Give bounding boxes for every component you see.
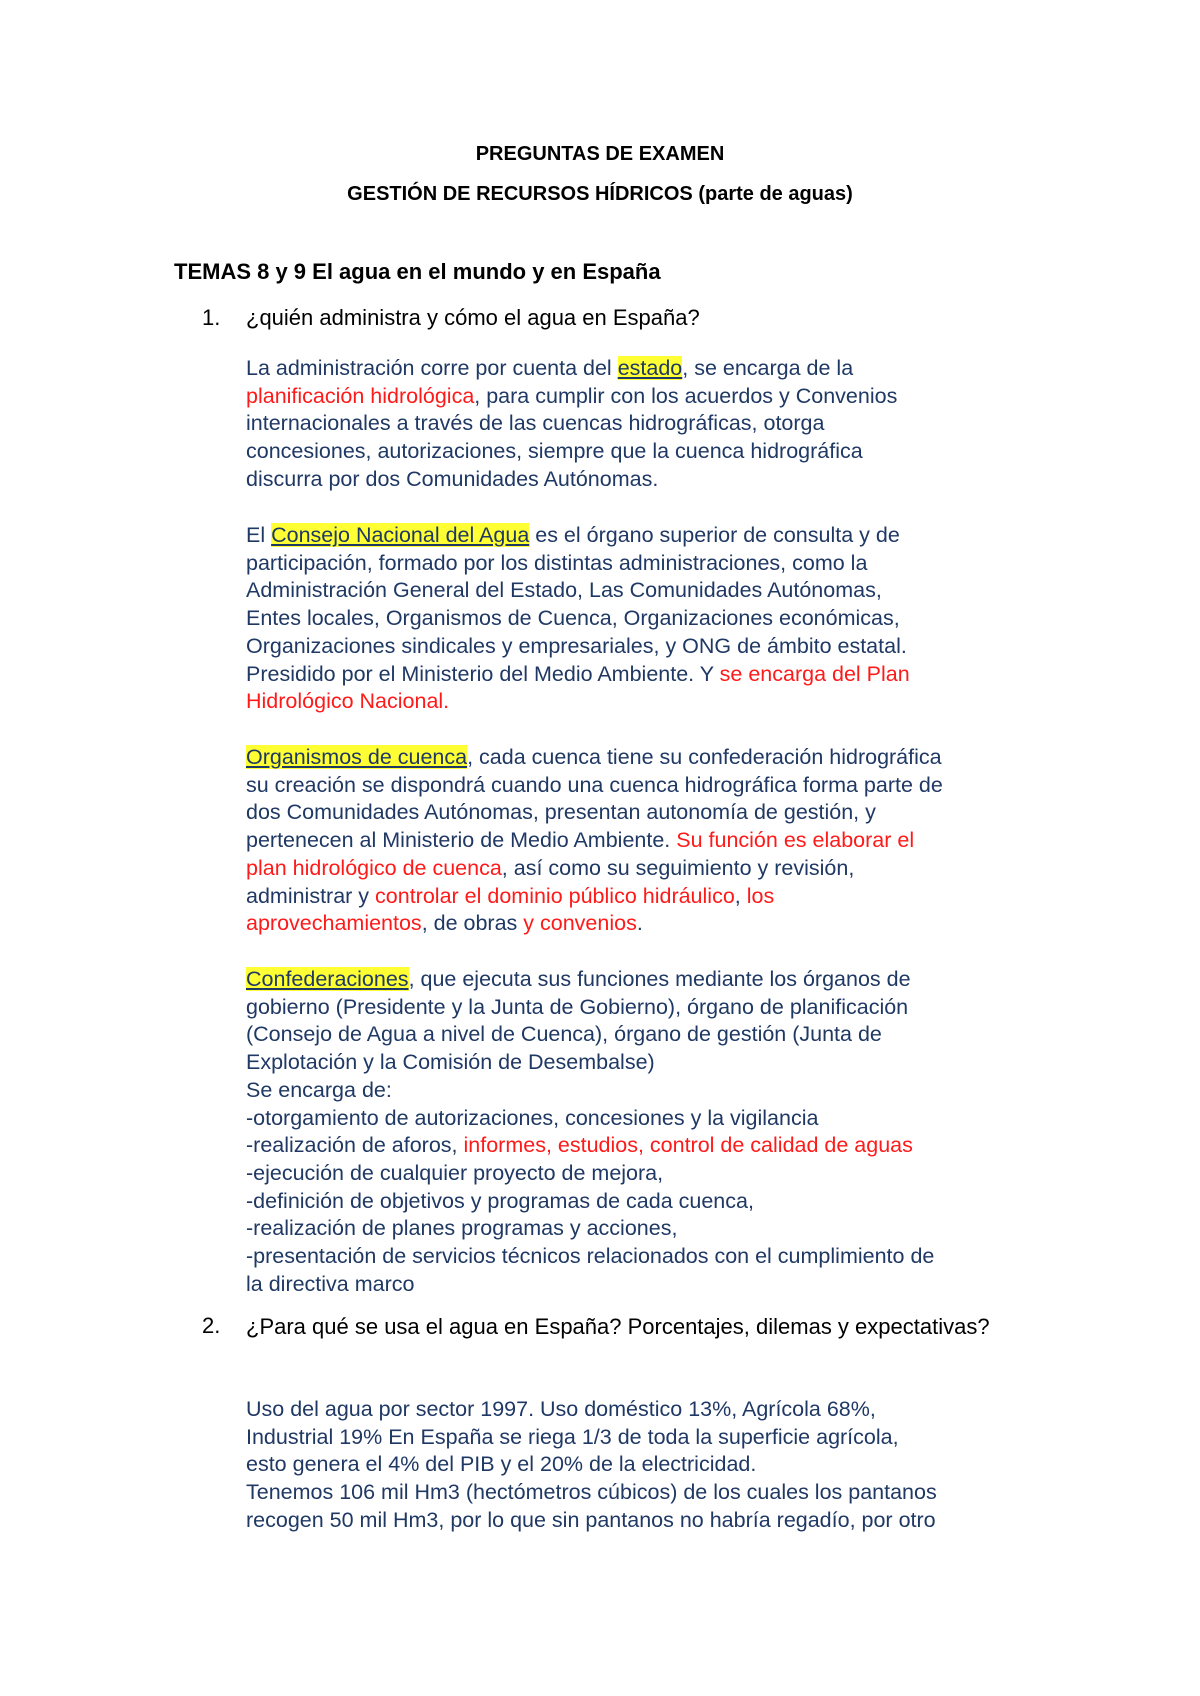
text-run: , que ejecuta sus funciones mediante los órganos de bbox=[408, 967, 911, 991]
answer-1-paragraph-3 bbox=[246, 744, 1076, 938]
text-run: pertenecen al Ministerio de Medio Ambiente. bbox=[246, 828, 677, 853]
text-line: la directiva marco bbox=[246, 1271, 415, 1296]
text-line: concesiones, autorizaciones, siempre que la cuenca hidrográfica bbox=[246, 439, 863, 464]
text-line: gobierno (Presidente y la Junta de Gobierno), órgano de planificación bbox=[246, 994, 909, 1019]
text-line: -realización de planes programas y acciones, bbox=[246, 1216, 678, 1241]
emphasis-text: plan hidrológico de cuenca bbox=[246, 855, 502, 880]
emphasis-text: Su función es elaborar el bbox=[676, 828, 915, 853]
emphasis-text: Hidrológico Nacional. bbox=[246, 689, 450, 714]
text-line: recogen 50 mil Hm3, por lo que sin pantanos no habría regadío, por otro bbox=[246, 1507, 936, 1532]
answer-1-paragraph-4 bbox=[246, 966, 1076, 1298]
text-line: Tenemos 106 mil Hm3 (hectómetros cúbicos) de los cuales los pantanos bbox=[246, 1480, 937, 1505]
text-run: Presidido por el Ministerio del Medio Ambiente. Y bbox=[246, 661, 720, 686]
text-run: , se encarga de la bbox=[682, 356, 854, 380]
text-line: su creación se dispondrá cuando una cuenca hidrográfica forma parte de bbox=[246, 772, 943, 797]
text-line: -otorgamiento de autorizaciones, concesiones y la vigilancia bbox=[246, 1105, 819, 1130]
text-line: Se encarga de: bbox=[246, 1077, 392, 1102]
text-run: . bbox=[636, 911, 643, 936]
answer-1-paragraph-2 bbox=[246, 522, 1076, 716]
text-line: Organizaciones sindicales y empresariales, y ONG de ámbito estatal. bbox=[246, 633, 907, 658]
text-run: , de obras bbox=[421, 911, 524, 936]
emphasis-text: y convenios bbox=[523, 911, 637, 936]
emphasis-text: informes, estudios, control de calidad de aguas bbox=[463, 1133, 913, 1158]
text-line: Uso del agua por sector 1997. Uso doméstico 13%, Agrícola 68%, bbox=[246, 1397, 876, 1421]
text-line: Industrial 19% En España se riega 1/3 de toda la superficie agrícola, bbox=[246, 1424, 899, 1449]
text-line: participación, formado por los distintas administraciones, como la bbox=[246, 550, 868, 575]
text-run: El bbox=[246, 523, 272, 547]
emphasis-text: controlar el dominio público hidráulico bbox=[375, 883, 735, 908]
answer-2-paragraph bbox=[246, 1396, 1076, 1535]
text-line: Entes locales, Organismos de Cuenca, Organizaciones económicas, bbox=[246, 606, 900, 631]
text-run: La administración corre por cuenta del bbox=[246, 356, 618, 380]
text-run: administrar y bbox=[246, 883, 376, 908]
highlighted-term: estado bbox=[617, 356, 683, 380]
text-line: Administración General del Estado, Las Comunidades Autónomas, bbox=[246, 578, 882, 603]
emphasis-text: aprovechamientos bbox=[246, 911, 422, 936]
text-line: internacionales a través de las cuencas hidrográficas, otorga bbox=[246, 411, 825, 436]
text-line: -presentación de servicios técnicos relacionados con el cumplimiento de bbox=[246, 1244, 935, 1269]
text-run: , cada cuenca tiene su confederación hidrográfica bbox=[467, 745, 942, 769]
document-title: PREGUNTAS DE EXAMEN bbox=[475, 143, 725, 165]
text-line: Explotación y la Comisión de Desembalse) bbox=[246, 1050, 655, 1075]
answer-1-paragraph-1 bbox=[246, 355, 1076, 494]
document-subtitle: GESTIÓN DE RECURSOS HÍDRICOS (parte de aguas) bbox=[347, 183, 853, 205]
section-heading: TEMAS 8 y 9 El agua en el mundo y en España bbox=[174, 259, 661, 284]
emphasis-text: planificación hidrológica bbox=[246, 383, 475, 408]
emphasis-text: se encarga del Plan bbox=[719, 661, 910, 686]
text-line: esto genera el 4% del PIB y el 20% de la electricidad. bbox=[246, 1452, 757, 1477]
text-line: -ejecución de cualquier proyecto de mejora, bbox=[246, 1160, 664, 1185]
highlighted-term: Consejo Nacional del Agua bbox=[271, 523, 530, 547]
text-run: , así como su seguimiento y revisión, bbox=[501, 855, 855, 880]
text-run: -realización de aforos, bbox=[246, 1133, 464, 1158]
highlighted-term: Confederaciones bbox=[246, 967, 409, 991]
text-line: -definición de objetivos y programas de cada cuenca, bbox=[246, 1188, 754, 1213]
question-2-number: 2. bbox=[202, 1313, 221, 1338]
highlighted-term: Organismos de cuenca bbox=[246, 745, 468, 769]
text-run: es el órgano superior de consulta y de bbox=[529, 523, 900, 547]
emphasis-text: los bbox=[746, 883, 775, 908]
text-run: , bbox=[734, 883, 747, 908]
question-2-text: ¿Para qué se usa el agua en España? Porcentajes, dilemas y expectativas? bbox=[246, 1314, 990, 1339]
text-line: (Consejo de Agua a nivel de Cuenca), órgano de gestión (Junta de bbox=[246, 1022, 882, 1047]
question-1-text: ¿quién administra y cómo el agua en España? bbox=[246, 305, 700, 330]
text-line: discurra por dos Comunidades Autónomas. bbox=[246, 466, 659, 491]
text-run: , para cumplir con los acuerdos y Convenios bbox=[474, 383, 898, 408]
text-line: dos Comunidades Autónomas, presentan autonomía de gestión, y bbox=[246, 800, 876, 825]
question-1-number: 1. bbox=[202, 305, 221, 330]
